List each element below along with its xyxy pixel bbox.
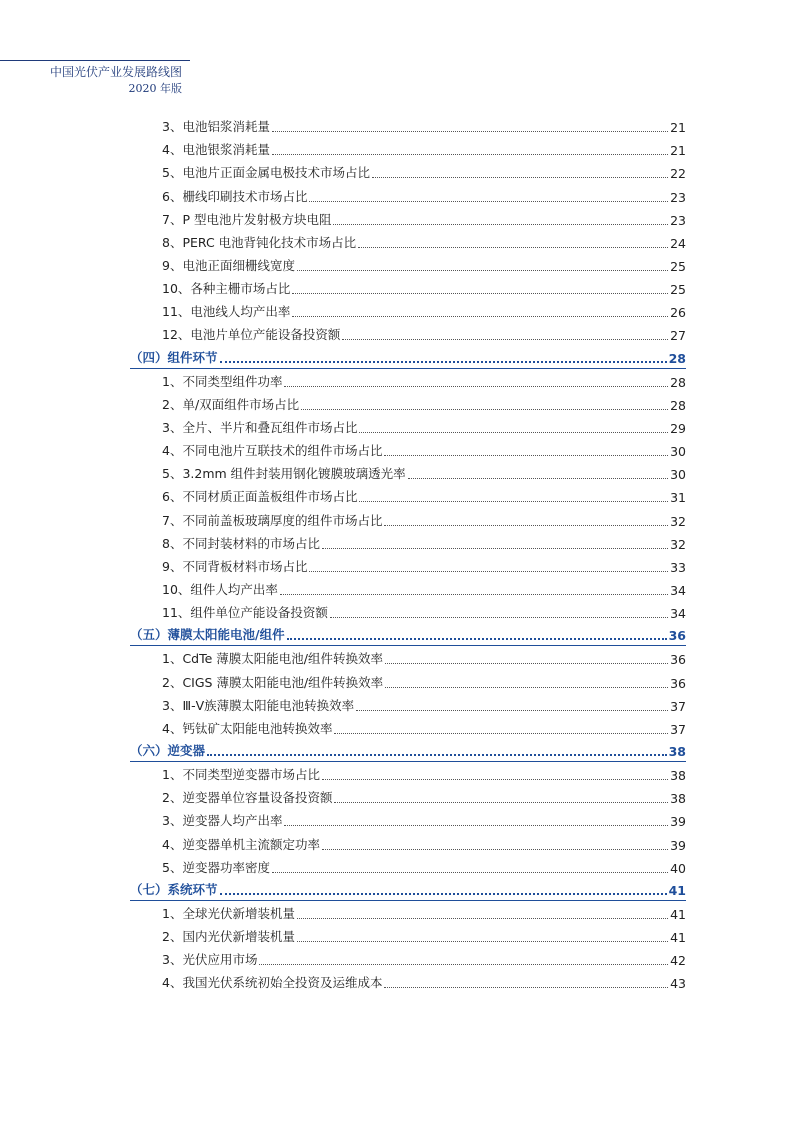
toc-page-number: 21 xyxy=(670,143,686,159)
toc-page-number: 39 xyxy=(670,837,686,853)
dot-leader xyxy=(372,177,668,178)
document-edition: 2020 年版 xyxy=(128,82,182,95)
toc-entry[interactable] xyxy=(130,970,686,993)
dot-leader xyxy=(384,455,668,456)
toc-page-number: 42 xyxy=(670,953,686,969)
dot-leader xyxy=(322,548,668,549)
toc-entry-title: 11、电池线人均产出率 xyxy=(162,304,291,320)
toc-entry[interactable] xyxy=(130,855,686,878)
dot-leader xyxy=(385,663,668,664)
toc-entry[interactable] xyxy=(130,947,686,970)
dot-leader xyxy=(284,825,668,826)
toc-entry[interactable] xyxy=(130,160,686,183)
dot-leader xyxy=(309,571,668,572)
document-title: 中国光伏产业发展路线图 xyxy=(49,65,182,79)
toc-page-number: 28 xyxy=(670,397,686,413)
dot-leader xyxy=(408,478,668,479)
dot-leader xyxy=(272,872,668,873)
toc-entry-title: 10、各种主栅市场占比 xyxy=(162,281,291,297)
table-of-contents xyxy=(130,114,686,993)
toc-entry[interactable] xyxy=(130,253,686,276)
toc-entry-title: 9、不同背板材料市场占比 xyxy=(162,558,308,574)
toc-page-number: 41 xyxy=(668,882,686,898)
dot-leader xyxy=(384,987,668,988)
toc-entry-title: 6、栅线印刷技术市场占比 xyxy=(162,188,308,204)
toc-page-number: 22 xyxy=(670,166,686,182)
dot-leader xyxy=(322,849,668,850)
toc-page-number: 21 xyxy=(670,120,686,136)
toc-entry[interactable] xyxy=(130,183,686,206)
dot-leader xyxy=(359,501,668,502)
toc-entry[interactable] xyxy=(130,438,686,461)
toc-entry[interactable] xyxy=(130,230,686,253)
toc-entry-title: 2、单/双面组件市场占比 xyxy=(162,396,300,412)
toc-entry-title: 4、我国光伏系统初始全投资及运维成本 xyxy=(162,975,383,991)
dot-leader xyxy=(287,638,667,640)
toc-entry[interactable] xyxy=(130,299,686,322)
toc-page-number: 33 xyxy=(670,559,686,575)
dot-leader xyxy=(280,594,668,595)
toc-page-number: 28 xyxy=(670,374,686,390)
toc-section-entry[interactable] xyxy=(130,623,686,646)
toc-entry-title: 5、3.2mm 组件封装用钢化镀膜玻璃透光率 xyxy=(162,466,406,482)
toc-entry[interactable] xyxy=(130,392,686,415)
toc-entry[interactable] xyxy=(130,808,686,831)
toc-entry[interactable] xyxy=(130,785,686,808)
toc-entry-title: 3、Ⅲ-Ⅴ族薄膜太阳能电池转换效率 xyxy=(162,697,355,713)
dot-leader xyxy=(342,339,668,340)
toc-page-number: 36 xyxy=(668,628,686,644)
toc-entry-title: 6、不同材质正面盖板组件市场占比 xyxy=(162,489,358,505)
toc-page-number: 38 xyxy=(670,768,686,784)
toc-entry[interactable] xyxy=(130,114,686,137)
dot-leader xyxy=(333,224,668,225)
dot-leader xyxy=(297,918,668,919)
toc-page-number: 24 xyxy=(670,235,686,251)
dot-leader xyxy=(384,525,668,526)
toc-entry-title: 7、P 型电池片发射极方块电阻 xyxy=(162,211,332,227)
toc-entry-title: 4、电池银浆消耗量 xyxy=(162,142,270,158)
toc-entry-title: 9、电池正面细栅线宽度 xyxy=(162,257,295,273)
toc-page-number: 25 xyxy=(670,258,686,274)
dot-leader xyxy=(330,617,668,618)
toc-entry[interactable] xyxy=(130,554,686,577)
toc-entry[interactable] xyxy=(130,646,686,669)
toc-entry[interactable] xyxy=(130,577,686,600)
toc-entry-title: （七）系统环节 xyxy=(130,881,218,897)
toc-entry-title: （五）薄膜太阳能电池/组件 xyxy=(130,627,285,643)
toc-entry-title: 11、组件单位产能设备投资额 xyxy=(162,605,328,621)
toc-entry-title: 4、不同电池片互联技术的组件市场占比 xyxy=(162,443,383,459)
toc-entry[interactable] xyxy=(130,369,686,392)
dot-leader xyxy=(297,941,668,942)
toc-entry[interactable] xyxy=(130,276,686,299)
toc-page-number: 32 xyxy=(670,536,686,552)
toc-page-number: 36 xyxy=(670,675,686,691)
toc-entry[interactable] xyxy=(130,924,686,947)
toc-entry-title: 4、钙钛矿太阳能电池转换效率 xyxy=(162,720,333,736)
toc-entry[interactable] xyxy=(130,137,686,160)
toc-entry-title: 8、不同封装材料的市场占比 xyxy=(162,535,320,551)
toc-entry-title: 2、逆变器单位容量设备投资额 xyxy=(162,790,333,806)
toc-entry[interactable] xyxy=(130,484,686,507)
toc-entry-title: 8、PERC 电池背钝化技术市场占比 xyxy=(162,234,357,250)
toc-page-number: 39 xyxy=(670,814,686,830)
toc-entry-title: 12、电池片单位产能设备投资额 xyxy=(162,327,341,343)
toc-section-entry[interactable] xyxy=(130,345,686,368)
toc-page-number: 29 xyxy=(670,420,686,436)
dot-leader xyxy=(356,710,668,711)
toc-page-number: 26 xyxy=(670,305,686,321)
toc-entry-title: 3、电池铝浆消耗量 xyxy=(162,119,270,135)
toc-entry-title: 1、CdTe 薄膜太阳能电池/组件转换效率 xyxy=(162,651,384,667)
dot-leader xyxy=(284,386,668,387)
dot-leader xyxy=(301,409,668,410)
toc-page-number: 32 xyxy=(670,513,686,529)
dot-leader xyxy=(292,316,668,317)
toc-entry[interactable] xyxy=(130,207,686,230)
toc-page-number: 41 xyxy=(670,906,686,922)
dot-leader xyxy=(259,964,668,965)
toc-page-number: 31 xyxy=(670,490,686,506)
toc-entry[interactable] xyxy=(130,901,686,924)
toc-page-number: 40 xyxy=(670,860,686,876)
toc-page-number: 30 xyxy=(670,467,686,483)
toc-page-number: 27 xyxy=(670,328,686,344)
toc-page-number: 25 xyxy=(670,282,686,298)
toc-page-number: 38 xyxy=(668,743,686,759)
toc-entry-title: 1、不同类型组件功率 xyxy=(162,373,283,389)
toc-page-number: 23 xyxy=(670,212,686,228)
toc-page-number: 38 xyxy=(670,791,686,807)
toc-page-number: 34 xyxy=(670,606,686,622)
toc-page-number: 43 xyxy=(670,976,686,992)
toc-entry-title: 2、CIGS 薄膜太阳能电池/组件转换效率 xyxy=(162,674,384,690)
toc-section-entry[interactable] xyxy=(130,739,686,762)
toc-page-number: 23 xyxy=(670,189,686,205)
toc-entry[interactable] xyxy=(130,461,686,484)
toc-section-entry[interactable] xyxy=(130,878,686,901)
toc-entry-title: 10、组件人均产出率 xyxy=(162,581,278,597)
toc-page-number: 28 xyxy=(668,350,686,366)
dot-leader xyxy=(385,687,668,688)
toc-entry[interactable] xyxy=(130,762,686,785)
toc-entry[interactable] xyxy=(130,415,686,438)
toc-entry[interactable] xyxy=(130,716,686,739)
dot-leader xyxy=(309,201,668,202)
dot-leader xyxy=(272,131,668,132)
dot-leader xyxy=(334,802,668,803)
toc-entry-title: 4、逆变器单机主流额定功率 xyxy=(162,836,320,852)
toc-page-number: 37 xyxy=(670,721,686,737)
dot-leader xyxy=(334,733,668,734)
page-header xyxy=(0,0,190,100)
toc-page-number: 37 xyxy=(670,698,686,714)
toc-entry-title: 2、国内光伏新增装机量 xyxy=(162,929,295,945)
toc-entry[interactable] xyxy=(130,531,686,554)
dot-leader xyxy=(322,779,668,780)
dot-leader xyxy=(292,293,668,294)
toc-entry-title: 3、全片、半片和叠瓦组件市场占比 xyxy=(162,419,358,435)
dot-leader xyxy=(220,893,667,895)
toc-entry-title: 3、光伏应用市场 xyxy=(162,952,258,968)
toc-entry[interactable] xyxy=(130,507,686,530)
toc-entry-title: （六）逆变器 xyxy=(130,742,206,758)
dot-leader xyxy=(207,754,667,756)
toc-entry-title: 3、逆变器人均产出率 xyxy=(162,813,283,829)
toc-page-number: 30 xyxy=(670,444,686,460)
toc-entry-title: 1、全球光伏新增装机量 xyxy=(162,905,295,921)
dot-leader xyxy=(272,154,668,155)
dot-leader xyxy=(359,432,668,433)
toc-entry-title: 1、不同类型逆变器市场占比 xyxy=(162,767,320,783)
toc-entry-title: 5、电池片正面金属电极技术市场占比 xyxy=(162,165,370,181)
dot-leader xyxy=(220,361,667,363)
toc-entry[interactable] xyxy=(130,831,686,854)
toc-page-number: 34 xyxy=(670,582,686,598)
toc-entry[interactable] xyxy=(130,693,686,716)
toc-entry-title: （四）组件环节 xyxy=(130,349,218,365)
toc-page-number: 36 xyxy=(670,652,686,668)
dot-leader xyxy=(297,270,668,271)
toc-entry[interactable] xyxy=(130,600,686,623)
toc-entry[interactable] xyxy=(130,322,686,345)
dot-leader xyxy=(358,247,668,248)
toc-entry[interactable] xyxy=(130,669,686,692)
toc-entry-title: 5、逆变器功率密度 xyxy=(162,859,270,875)
toc-entry-title: 7、不同前盖板玻璃厚度的组件市场占比 xyxy=(162,512,383,528)
header-rule xyxy=(0,60,190,61)
toc-page-number: 41 xyxy=(670,930,686,946)
